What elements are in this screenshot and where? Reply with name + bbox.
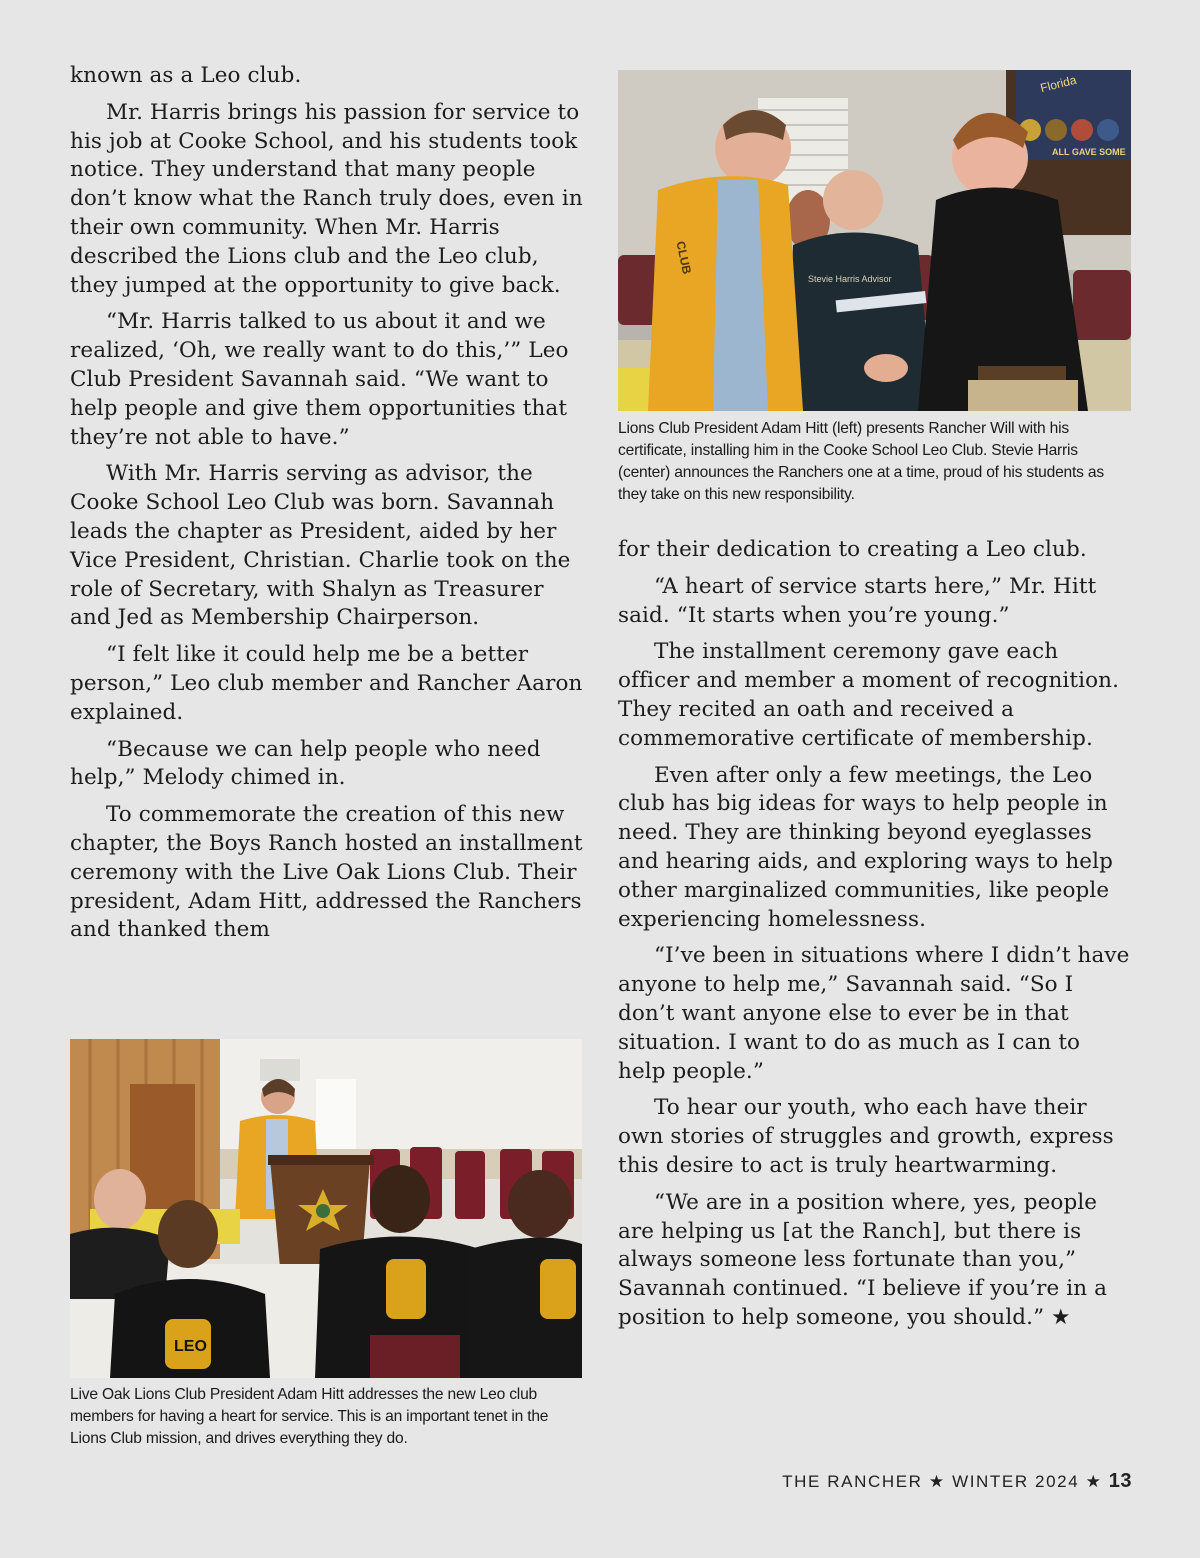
article-column-left: [70, 62, 588, 953]
banner-text: Florida: [1038, 72, 1078, 96]
article-paragraph: “We are in a position where, yes, people are helping us [at the Ranch], but there is always someone less fortunate than you,” Savannah continued. “I believe if you’re in a position to help someone, you should.” ★: [618, 1189, 1108, 1330]
article-paragraph: Even after only a few meetings, the Leo club has big ideas for ways to help people in need. They are thinking beyond eyeglasses and hearing aids, and exploring ways to help other marginalized communities, like people experiencing homelessness.: [618, 762, 1113, 932]
footer-star-icon: ★: [1085, 1472, 1103, 1491]
page-number: 13: [1108, 1470, 1132, 1492]
certificate-presentation-photo: [618, 70, 1131, 411]
article-paragraph: “A heart of service starts here,” Mr. Hitt said. “It starts when you’re young.”: [618, 573, 1097, 628]
article-paragraph: for their dedication to creating a Leo club.: [618, 537, 1087, 562]
vest-text: CLUB: [673, 239, 695, 276]
footer-star-icon: ★: [928, 1472, 946, 1491]
page-footer: [782, 1470, 1132, 1493]
issue-label: WINTER 2024: [952, 1472, 1080, 1491]
article-paragraph: known as a Leo club.: [70, 63, 302, 88]
article-paragraph: The installment ceremony gave each officer and member a moment of recognition. They recited an oath and received a commemorative certificate of membership.: [618, 639, 1120, 751]
advisor-shirt-text: Stevie Harris Advisor: [808, 274, 892, 284]
article-column-right: [618, 536, 1133, 1341]
article-paragraph: “Because we can help people who need help,” Melody chimed in.: [70, 736, 541, 791]
article-paragraph: With Mr. Harris serving as advisor, the Cooke School Leo Club was born. Savannah leads the chapter as President, aided by her Vice President, Christian. Charlie took on the role of Secretary, with Shalyn as Treasurer and Jed as Membership Chairperson.: [70, 461, 571, 631]
podium-address-photo: [70, 1039, 582, 1378]
article-paragraph: “I felt like it could help me be a better person,” Leo club member and Rancher Aaron explained.: [70, 642, 583, 725]
article-paragraph: Mr. Harris brings his passion for service to his job at Cooke School, and his students took notice. They understand that many people don’t know what the Ranch truly does, even in their own community. When Mr. Harris described the Lions club and the Leo club, they jumped at the opportunity to give back.: [70, 99, 583, 298]
leo-shirt-logo: LEO: [174, 1338, 207, 1355]
publication-name: THE RANCHER: [782, 1472, 923, 1491]
article-paragraph: To commemorate the creation of this new chapter, the Boys Ranch hosted an installment ceremony with the Live Oak Lions Club. Their president, Adam Hitt, addressed the Ranchers and thanked them: [70, 802, 583, 943]
bottom-photo-caption: Live Oak Lions Club President Adam Hitt addresses the new Leo club members for having a heart for service. This is an important tenet in the Lions Club mission, and drives everything they do.: [70, 1386, 549, 1447]
article-paragraph: “I’ve been in situations where I didn’t have anyone to help me,” Savannah said. “So I don’t want anyone else to ever be in that situation. I want to do as much as I can to help people.”: [618, 943, 1130, 1084]
plaque-text: ALL GAVE SOME: [1052, 147, 1126, 157]
top-photo-caption: Lions Club President Adam Hitt (left) presents Rancher Will with his certificate, installing him in the Cooke School Leo Club. Stevie Harris (center) announces the Ranchers one at a time, proud of his students as they take on this new responsibility.: [618, 420, 1104, 503]
article-paragraph: To hear our youth, who each have their own stories of struggles and growth, express this desire to act is truly heartwarming.: [618, 1095, 1114, 1178]
article-paragraph: “Mr. Harris talked to us about it and we realized, ‘Oh, we really want to do this,’” Leo Club President Savannah said. “We want to help people and give them opportunities that they’re not able to have.”: [70, 309, 569, 450]
